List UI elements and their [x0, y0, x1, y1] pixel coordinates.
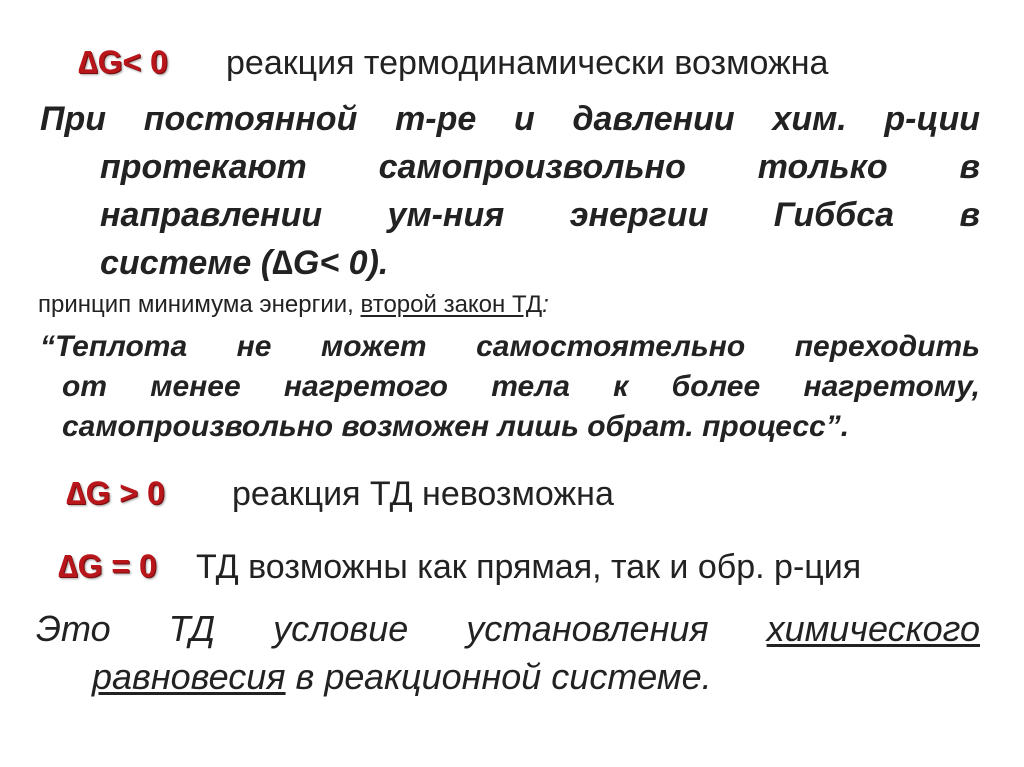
word: энергии — [569, 196, 709, 234]
word: более — [671, 370, 761, 403]
paragraph-1-line-4: системе (∆G< 0). — [100, 244, 389, 282]
principle-colon: : — [542, 291, 549, 318]
word: направлении — [100, 196, 323, 234]
word: от — [62, 370, 107, 403]
paragraph-1-line-1 — [40, 100, 980, 139]
word: нагретому, — [803, 370, 980, 403]
word: ТД — [168, 608, 216, 649]
paragraph-1-line-2 — [100, 148, 980, 187]
equilibrium-rest: в реакционной системе. — [285, 656, 712, 697]
principle-line — [38, 291, 549, 319]
condition-negative-text: реакция термодинамически возможна — [226, 44, 829, 82]
word: менее — [150, 370, 241, 403]
equilibrium-line-2 — [92, 656, 712, 698]
word: ум-ния — [387, 196, 505, 234]
principle-prefix: принцип минимума энергии, — [38, 291, 361, 318]
quote-line-3: самопроизвольно возможен лишь обрат. процесс”. — [62, 410, 850, 443]
word: нагретого — [283, 370, 448, 403]
word: самостоятельно — [476, 330, 746, 363]
word: т-ре — [395, 100, 477, 138]
word: в — [959, 148, 980, 186]
quote-line-1 — [40, 330, 980, 364]
word: переходить — [794, 330, 980, 363]
word: только — [757, 148, 888, 186]
condition-negative: ∆G< 0 — [78, 44, 168, 80]
paragraph-1-line-3 — [100, 196, 980, 235]
word: Гиббса — [773, 196, 895, 234]
quote-line-2 — [62, 370, 980, 404]
word: постоянной — [143, 100, 358, 138]
word: давлении — [572, 100, 735, 138]
word: не — [236, 330, 272, 363]
word: Это — [36, 608, 111, 649]
word: и — [514, 100, 535, 138]
equilibrium-link: равновесия — [92, 656, 286, 697]
condition-zero-text: ТД возможны как прямая, так и обр. р-ция — [196, 548, 862, 586]
word: р-ции — [884, 100, 980, 138]
chemical-link: химического — [766, 608, 980, 649]
word: протекают — [100, 148, 307, 186]
second-law-link: второй закон ТД — [360, 291, 543, 318]
word: установления — [466, 608, 709, 649]
word: тела — [491, 370, 570, 403]
word: “Теплота — [40, 330, 188, 363]
condition-positive-text: реакция ТД невозможна — [232, 475, 614, 513]
word: При — [40, 100, 106, 138]
condition-positive: ∆G > 0 — [66, 475, 165, 511]
word: условие — [273, 608, 409, 649]
word: может — [321, 330, 427, 363]
equilibrium-line-1 — [36, 608, 980, 650]
word: самопроизвольно — [378, 148, 686, 186]
word: хим. — [772, 100, 847, 138]
word: к — [613, 370, 629, 403]
word: в — [959, 196, 980, 234]
condition-zero: ∆G = 0 — [58, 548, 157, 584]
